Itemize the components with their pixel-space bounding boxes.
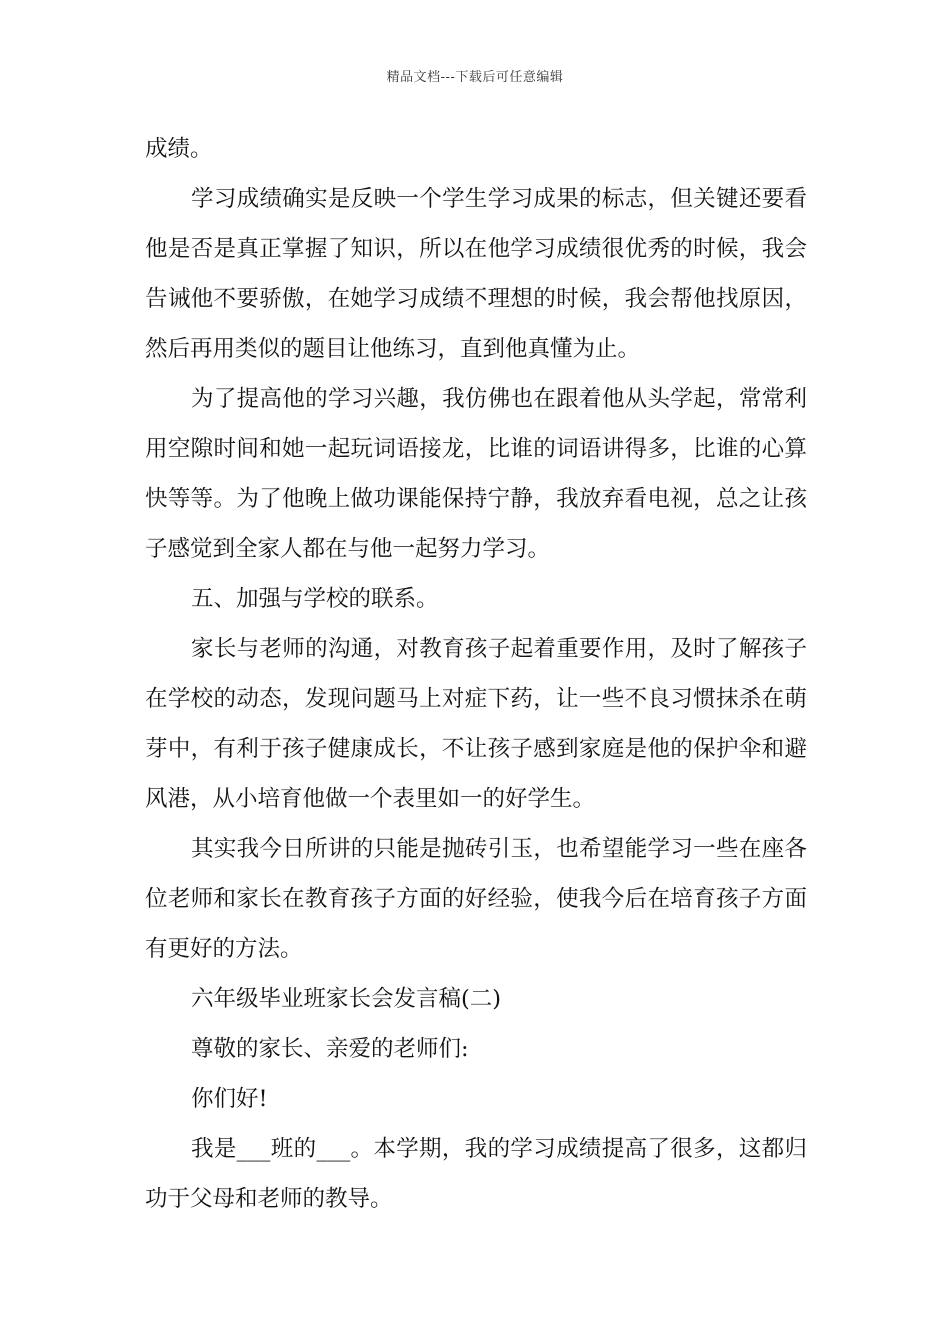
salutation: 尊敬的家长、亲爱的老师们: [191,1036,469,1062]
greeting: 你们好! [191,1086,268,1112]
paragraph-1: 成绩。 [145,136,213,162]
section-heading-5: 五、加强与学校的联系。 [191,586,439,612]
paragraph-6: 我是___班的___。本学期，我的学习成绩提高了很多，这都归功于父母和老师的教导。 [145,1136,807,1212]
paragraph-5: 其实我今日所讲的只能是抛砖引玉，也希望能学习一些在座各位老师和家长在教育孩子方面的好经验，使我今后在培育孩子方面有更好的方法。 [145,836,807,962]
paragraph-3: 为了提高他的学习兴趣，我仿佛也在跟着他从头学起，常常利用空隙时间和她一起玩词语接龙，比谁的词语讲得多，比谁的心算快等等。为了他晚上做功课能保持宁静，我放弃看电视，总之让孩子感觉到全家人都在与他一起努力学习。 [145,386,807,562]
document-body [145,124,807,1224]
paragraph-2: 学习成绩确实是反映一个学生学习成果的标志，但关键还要看他是否是真正掌握了知识，所以在他学习成绩很优秀的时候，我会告诫他不要骄傲，在她学习成绩不理想的时候，我会帮他找原因，然后再用类似的题目让他练习，直到他真懂为止。 [145,186,807,362]
page-header: 精品文档---下载后可任意编辑 [386,70,564,85]
speech-title: 六年级毕业班家长会发言稿(二) [191,986,502,1012]
paragraph-4: 家长与老师的沟通，对教育孩子起着重要作用，及时了解孩子在学校的动态，发现问题马上对症下药，让一些不良习惯抹杀在萌芽中，有利于孩子健康成长，不让孩子感到家庭是他的保护伞和避风港，从小培育他做一个表里如一的好学生。 [145,636,807,812]
